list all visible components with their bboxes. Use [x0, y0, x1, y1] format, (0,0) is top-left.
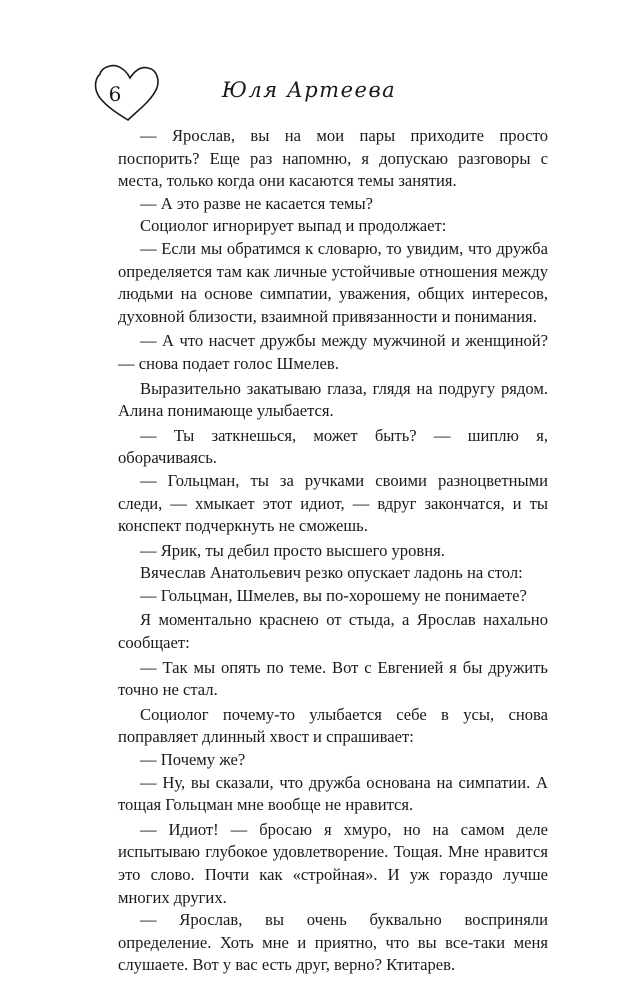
running-header-author: Юля Артеева: [221, 78, 397, 102]
page-number: 6: [108, 82, 122, 106]
paragraph: — А что насчет дружбы между мужчиной и женщиной? — снова подает голос Шмелев.: [118, 331, 548, 373]
paragraph: — Ярик, ты дебил просто высшего уровня.: [140, 540, 445, 560]
paragraph: Социолог игнорирует выпад и продолжает:: [140, 216, 447, 236]
paragraph: — А это разве не касается темы?: [140, 193, 374, 213]
paragraph: Выразительно закатываю глаза, глядя на подругу рядом. Алина понимающе улыбается.: [118, 378, 548, 421]
paragraph: — Почему же?: [140, 750, 246, 770]
paragraph: Я моментально краснею от стыда, а Ярослав нахально сообщает:: [118, 610, 548, 653]
paragraph: — Гольцман, Шмелев, вы по-хорошему не понимаете?: [140, 585, 527, 605]
paragraph: — Гольцман, ты за ручками своими разноцветными следи, — хмыкает этот идиот, — вдруг закончатся, и ты конспект подчеркнуть не сможешь.: [118, 470, 548, 536]
paragraph: — Идиот! — бросаю я хмуро, но на самом деле испытываю глубокое удовлетворение. Тощая. Мне нравится это слово. Почти как «стройная». И уж гораздо лучше многих других.: [118, 819, 548, 907]
paragraph: — Ярослав, вы на мои пары приходите просто поспорить? Еще раз напомню, я допускаю разговоры с места, только когда они касаются темы занятия.: [118, 126, 548, 191]
body-text: [118, 125, 548, 977]
paragraph: — Ярослав, вы очень буквально восприняли определение. Хоть мне и приятно, что вы все-таки меня слушаете. Вот у вас есть друг, верно? Ктитарев.: [118, 910, 548, 975]
paragraph: — Ну, вы сказали, что дружба основана на симпатии. А тощая Гольцман мне вообще не нравится.: [118, 772, 548, 815]
paragraph: Вячеслав Анатольевич резко опускает ладонь на стол:: [140, 563, 523, 583]
paragraph: — Если мы обратимся к словарю, то увидим, что дружба определяется там как личные устойчивые отношения между людьми на основе симпатии, уважения, общих интересов, духовной близости, взаимной привязанности и понимания.: [118, 238, 548, 326]
paragraph: — Ты заткнешься, может быть? — шиплю я, оборачиваясь.: [118, 425, 548, 468]
paragraph: Социолог почему-то улыбается себе в усы, снова поправляет длинный хвост и спрашивает:: [118, 704, 548, 747]
paragraph: — Так мы опять по теме. Вот с Евгенией я бы дружить точно не стал.: [118, 657, 548, 700]
